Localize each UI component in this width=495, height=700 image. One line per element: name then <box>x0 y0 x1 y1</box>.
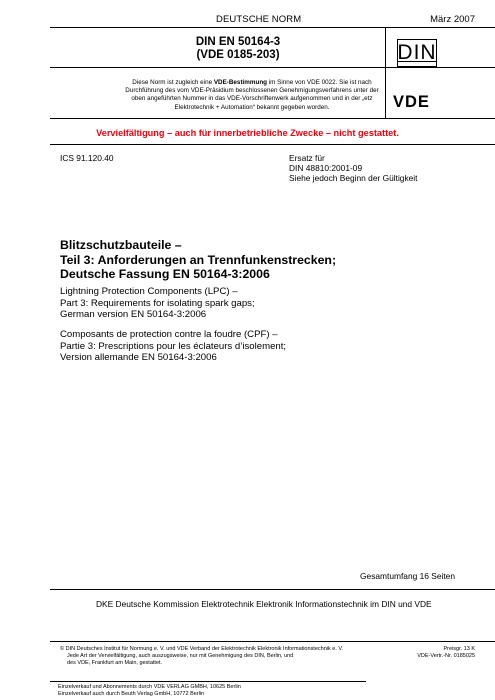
title-german-line-3: Deutsche Fassung EN 50164-3:2006 <box>60 267 270 281</box>
price-info <box>417 646 475 660</box>
sales-line-2: Einzelverkauf auch durch Beuth Verlag GmbH, 10772 Berlin <box>58 691 205 698</box>
title-german-line-1: Blitzschutzbauteile – <box>60 238 182 252</box>
sales-rule <box>50 681 366 682</box>
header-date: März 2007 <box>430 14 475 25</box>
box-rule-top <box>50 67 495 68</box>
note-text-end: im Sinne von VDE 0022. Sie ist nach Durchführung des vom VDE-Präsidium beschlossenen Genehmigungsverfahrens unter der oben angeführten Nummer in das VDE-Vorschriftenwerk aufgenommen und in der „etz Elektrotechnik + Automation“ bekannt gegeben worden. <box>125 79 379 111</box>
dke-line: DKE Deutsche Kommission Elektrotechnik Elektronik Informationstechnik im DIN und VDE <box>96 599 432 609</box>
sales-info <box>58 684 241 698</box>
note-text-start: Diese Norm ist zugleich eine <box>132 79 214 86</box>
replacement-line-2: DIN 48810:2001-09 <box>289 163 363 173</box>
vde-approval-note <box>118 79 386 112</box>
copyright-notice <box>60 646 380 667</box>
note-text-bold: VDE-Bestimmung <box>213 79 268 86</box>
vde-classification: (VDE 0185-203) <box>196 49 280 61</box>
standard-number: DIN EN 50164-3 <box>195 36 281 48</box>
copyright-line-3: des VDE, Frankfurt am Main, gestattet. <box>67 660 163 666</box>
ics-code: ICS 91.120.40 <box>60 153 114 163</box>
title-english-line-3: German version EN 50164-3:2006 <box>60 309 207 321</box>
copyright-line-1: © DIN Deutsches Institut für Normung e. V. und VDE Verband der Elektrotechnik Elektronik Informationstechnik e. V. <box>60 646 344 652</box>
price-group: Preisgr. 13 K <box>443 646 475 652</box>
title-french-line-1: Composants de protection contre la foudre (CPF) – <box>60 329 278 340</box>
box-rule-bottom <box>50 118 495 119</box>
replacement-line-1: Ersatz für <box>289 153 325 163</box>
reproduction-notice: Vervielfältigung – auch für innerbetriebliche Zwecke – nicht gestattet. <box>96 128 399 138</box>
din-logo <box>397 39 437 67</box>
din-logo-text: DIN <box>397 41 437 64</box>
copyright-line-2: Jede Art der Vervielfältigung, auch auszugsweise, nur mit Genehmigung des DIN, Berlin, und <box>67 653 294 659</box>
title-german-line-2: Teil 3: Anforderungen an Trennfunkenstrecken; <box>60 252 337 267</box>
footer-rule <box>50 641 495 642</box>
title-english <box>60 286 255 321</box>
replacement-info <box>289 153 418 183</box>
standard-number-block <box>58 36 418 62</box>
pages-rule <box>50 589 495 590</box>
title-french <box>60 329 286 364</box>
title-english-line-1: Lightning Protection Components (LPC) – <box>60 286 238 297</box>
total-pages: Gesamtumfang 16 Seiten <box>360 571 455 581</box>
sales-line-1: Einzelverkauf und Abonnements durch VDE VERLAG GMBH, 10625 Berlin <box>58 684 241 690</box>
vde-order-number: VDE-Vertr.-Nr. 0185025 <box>417 653 475 659</box>
header-norm-label: DEUTSCHE NORM <box>216 14 302 25</box>
title-german <box>60 238 336 282</box>
title-english-line-2: Part 3: Requirements for isolating spark gaps; <box>60 297 255 309</box>
vde-logo: VDE <box>393 93 430 111</box>
title-french-line-3: Version allemande EN 50164-3:2006 <box>60 352 217 364</box>
replacement-line-3: Siehe jedoch Beginn der Gültigkeit <box>289 173 418 183</box>
title-french-line-2: Partie 3: Prescriptions pour les éclateurs d’isolement; <box>60 340 287 352</box>
din-logo-mark <box>397 39 437 67</box>
header-rule <box>50 27 495 28</box>
notice-rule <box>50 144 495 145</box>
